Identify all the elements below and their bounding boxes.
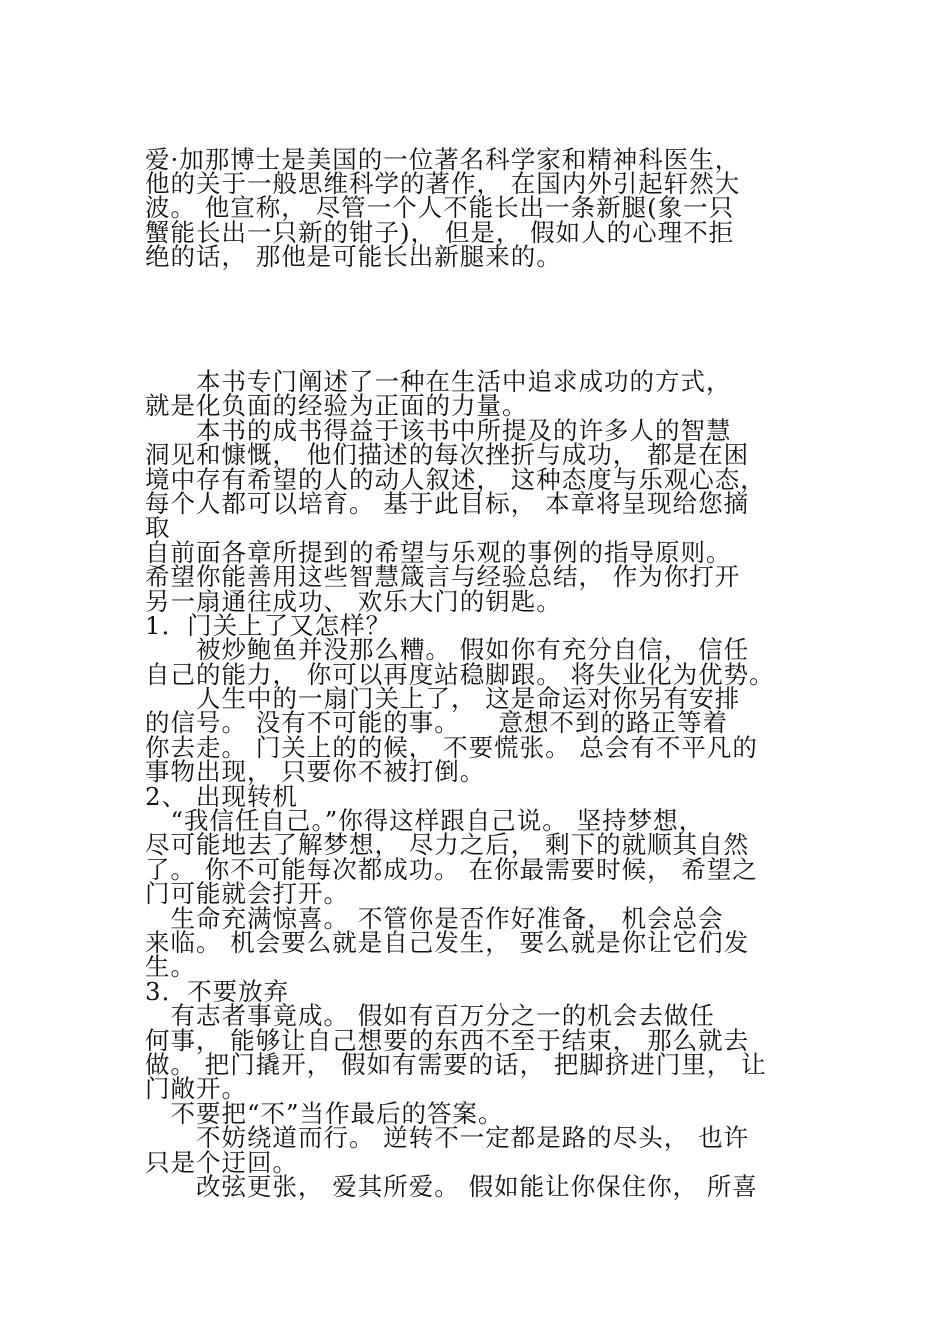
text-line: 蟹能长出一只新的钳子)， 但是， 假如人的心理不拒 — [145, 217, 735, 247]
text-line: 取 — [145, 513, 171, 543]
text-line: 何事， 能够让自己想要的东西不至于结束， 那么就去 — [145, 1025, 750, 1055]
text-line: 洞见和慷慨， 他们描述的每次挫折与成功， 都是在困 — [145, 440, 750, 470]
text-line: 每个人都可以培育。 基于此目标， 本章将呈现给您摘 — [145, 488, 750, 518]
text-line: “我信任自己。”你得这样跟自己说。 坚持梦想， — [145, 806, 705, 836]
section-heading: 1．门关上了又怎样？ — [145, 610, 392, 640]
text-line: 不妨绕道而行。 逆转不一定都是路的尽头， 也许 — [145, 1123, 750, 1153]
text-line: 来临。 机会要么就是自己发生， 要么就是你让它们发 — [145, 927, 750, 957]
text-line: 生。 — [145, 952, 196, 982]
text-line: 不要把“不”当作最后的答案。 — [145, 1098, 504, 1128]
text-line: 另一扇通往成功、 欢乐大门的钥匙。 — [145, 586, 562, 616]
text-line: 自己的能力， 你可以再度站稳脚跟。 将失业化为优势。 — [145, 659, 775, 689]
text-line: 波。 他宣称， 尽管一个人不能长出一条新腿(象一只 — [145, 193, 735, 223]
text-line: 事物出现， 只要你不被打倒。 — [145, 757, 486, 787]
text-line: 他的关于一般思维科学的著作， 在国内外引起轩然大 — [145, 169, 741, 199]
intro-paragraph — [145, 145, 825, 271]
text-line: 门可能就会打开。 — [145, 879, 349, 909]
text-line: 绝的话， 那他是可能长出新腿来的。 — [145, 241, 562, 271]
text-line: 本书专门阐述了一种在生活中追求成功的方式， — [145, 367, 732, 396]
text-line: 了。 你不可能每次都成功。 在你最需要时候， 希望之 — [145, 854, 758, 884]
text-line: 改弦更张， 爱其所爱。 假如能让你保住你， 所喜 — [145, 1171, 758, 1201]
text-line: 希望你能善用这些智慧箴言与经验总结， 作为你打开 — [145, 562, 741, 592]
text-line: 爱·加那博士是美国的一位著名科学家和精神科医生， — [145, 145, 741, 174]
text-line: 人生中的一扇门关上了， 这是命运对你另有安排 — [145, 684, 741, 714]
text-line: 本书的成书得益于该书中所提及的许多人的智慧 — [145, 415, 732, 445]
text-line: 的信号。 没有不可能的事。 意想不到的路正等着 — [145, 708, 729, 738]
section-heading: 2、 出现转机 — [145, 781, 298, 811]
text-line: 生命充满惊喜。 不管你是否作好准备， 机会总会 — [145, 903, 724, 933]
text-line: 被炒鲍鱼并没那么糟。 假如你有充分自信， 信任 — [145, 635, 750, 665]
text-line: 境中存有希望的人的动人叙述， 这种态度与乐观心态， — [145, 464, 766, 494]
body-text — [145, 367, 825, 1201]
text-line: 尽可能地去了解梦想， 尽力之后， 剩下的就顺其自然 — [145, 830, 750, 860]
section-heading: 3．不要放弃 — [145, 976, 290, 1006]
text-line: 自前面各章所提到的希望与乐观的事例的指导原则。 — [145, 537, 732, 567]
text-line: 有志者事竟成。 假如有百万分之一的机会去做任 — [145, 1001, 715, 1031]
text-line: 就是化负面的经验为正面的力量。 — [145, 391, 528, 421]
text-line: 做。 把门撬开， 假如有需要的话， 把脚挤进门里， 让 — [145, 1049, 767, 1079]
text-line: 门敞开。 — [145, 1074, 247, 1104]
text-line: 你去走。 门关上的的候， 不要慌张。 总会有不平凡的 — [145, 732, 758, 762]
text-line: 只是个迂回。 — [145, 1147, 298, 1177]
